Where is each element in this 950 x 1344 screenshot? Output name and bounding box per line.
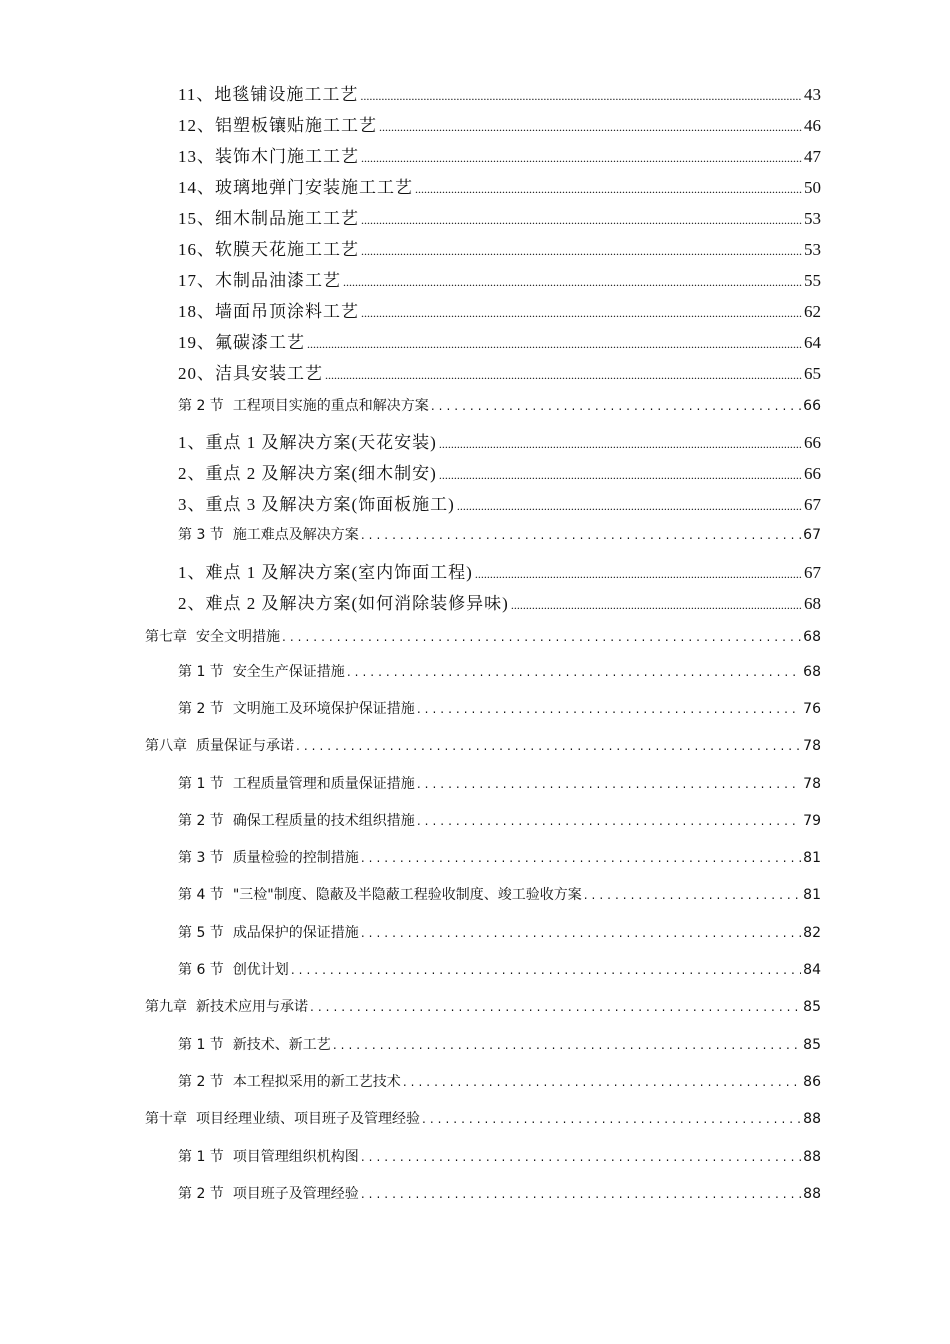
toc-entry-number: 第 2 节 [178, 701, 224, 717]
toc-entry-title: 难点 1 及解决方案(室内饰面工程) [205, 563, 473, 582]
toc-dot-leader [282, 630, 801, 644]
toc-entry-title: 洁具安装工艺 [215, 364, 323, 383]
toc-item-entry [178, 359, 821, 384]
toc-page-number: 68 [803, 629, 821, 645]
toc-entry-title: 项目班子及管理经验 [232, 1186, 359, 1202]
toc-entry-title: 质量检验的控制措施 [232, 850, 359, 866]
toc-page-number: 62 [804, 302, 821, 321]
toc-entry-number: 第 2 节 [178, 813, 224, 829]
toc-entry-number: 第 3 节 [178, 527, 224, 543]
toc-section-entry [178, 698, 821, 718]
toc-item-entry [178, 459, 821, 484]
toc-page-number: 64 [804, 333, 821, 352]
toc-entry-number: 2、 [178, 594, 206, 613]
toc-entry-title: 铝塑板镶贴施工工艺 [215, 116, 377, 135]
toc-entry-number: 第 1 节 [178, 1149, 224, 1165]
toc-dot-leader [417, 814, 801, 828]
toc-section-entry [178, 395, 821, 415]
toc-entry-number: 1、 [178, 563, 206, 582]
toc-entry-title: 确保工程质量的技术组织措施 [232, 813, 415, 829]
toc-page-number: 68 [803, 664, 821, 680]
toc-dot-leader [361, 306, 802, 321]
toc-dot-leader [457, 499, 802, 514]
toc-dot-leader [417, 702, 801, 716]
toc-section-entry [178, 884, 821, 904]
toc-dot-leader [403, 1075, 801, 1089]
toc-entry-title: 墙面吊顶涂料工艺 [215, 302, 359, 321]
toc-dot-leader [347, 665, 801, 679]
toc-section-entry [178, 959, 821, 979]
toc-chapter-entry [145, 735, 821, 755]
toc-page-number: 67 [804, 495, 821, 514]
toc-entry-number: 第十章 [145, 1111, 187, 1127]
toc-dot-leader [361, 926, 801, 940]
toc-entry-number: 第 2 节 [178, 398, 224, 414]
toc-page-number: 79 [803, 813, 821, 829]
toc-chapter-entry [145, 996, 821, 1016]
toc-dot-leader [361, 151, 802, 166]
toc-entry-number: 3、 [178, 495, 206, 514]
toc-section-entry [178, 922, 821, 942]
toc-entry-number: 16、 [178, 240, 215, 259]
toc-entry-number: 20、 [178, 364, 215, 383]
toc-page-number: 78 [803, 738, 821, 754]
toc-page-number: 66 [803, 398, 821, 414]
toc-entry-title: 工程项目实施的重点和解决方案 [232, 398, 429, 414]
toc-dot-leader [475, 567, 802, 582]
toc-page-number: 55 [804, 271, 821, 290]
toc-entry-title: 安全文明措施 [196, 629, 280, 645]
toc-entry-number: 1、 [178, 433, 206, 452]
toc-page-number: 86 [803, 1074, 821, 1090]
toc-dot-leader [296, 739, 801, 753]
toc-dot-leader [361, 1150, 801, 1164]
toc-entry-number: 13、 [178, 147, 215, 166]
toc-entry-title: 氟碳漆工艺 [215, 333, 305, 352]
toc-entry-number: 第 1 节 [178, 1037, 224, 1053]
toc-dot-leader [511, 598, 802, 613]
toc-page-number: 76 [803, 701, 821, 717]
toc-entry-title: 质量保证与承诺 [196, 738, 294, 754]
toc-dot-leader [343, 275, 802, 290]
toc-entry-title: 重点 3 及解决方案(饰面板施工) [205, 495, 455, 514]
toc-section-entry [178, 1183, 821, 1203]
toc-section-entry [178, 1071, 821, 1091]
toc-entry-number: 第 1 节 [178, 776, 224, 792]
toc-page-number: 81 [803, 850, 821, 866]
toc-page-number: 88 [803, 1149, 821, 1165]
toc-entry-title: 项目管理组织机构图 [232, 1149, 359, 1165]
toc-dot-leader [325, 368, 802, 383]
toc-page-number: 53 [804, 209, 821, 228]
toc-dot-leader [584, 888, 801, 902]
toc-entry-title: 新技术应用与承诺 [196, 999, 308, 1015]
toc-item-entry [178, 173, 821, 198]
toc-entry-title: 难点 2 及解决方案(如何消除装修异味) [205, 594, 509, 613]
toc-entry-number: 第七章 [145, 629, 187, 645]
toc-entry-title: 本工程拟采用的新工艺技术 [232, 1074, 401, 1090]
toc-dot-leader [379, 120, 802, 135]
toc-entry-title: 重点 2 及解决方案(细木制安) [205, 464, 437, 483]
toc-entry-number: 第 6 节 [178, 962, 224, 978]
toc-entry-title: 玻璃地弹门安装施工工艺 [215, 178, 413, 197]
toc-item-entry [178, 142, 821, 167]
toc-dot-leader [291, 963, 801, 977]
toc-dot-leader [360, 89, 802, 104]
toc-entry-number: 第八章 [145, 738, 187, 754]
toc-entry-number: 第 2 节 [178, 1074, 224, 1090]
toc-dot-leader [361, 528, 801, 542]
toc-item-entry [178, 297, 821, 322]
toc-entry-title: 施工难点及解决方案 [232, 527, 359, 543]
toc-entry-title: 创优计划 [232, 962, 289, 978]
toc-entry-title: 安全生产保证措施 [232, 664, 345, 680]
toc-chapter-entry [145, 626, 821, 646]
toc-page-number: 82 [803, 925, 821, 941]
toc-page-number: 85 [803, 999, 821, 1015]
toc-page-number: 50 [804, 178, 821, 197]
toc-item-entry [178, 80, 821, 105]
toc-page-number: 78 [803, 776, 821, 792]
toc-page-number: 68 [804, 594, 821, 613]
toc-entry-number: 第 4 节 [178, 887, 224, 903]
toc-entry-title: 工程质量管理和质量保证措施 [232, 776, 415, 792]
toc-entry-title: 细木制品施工工艺 [215, 209, 359, 228]
toc-entry-title: 软膜天花施工工艺 [215, 240, 359, 259]
toc-section-entry [178, 847, 821, 867]
toc-entry-number: 第 5 节 [178, 925, 224, 941]
toc-entry-number: 第 2 节 [178, 1186, 224, 1202]
toc-item-entry [178, 235, 821, 260]
toc-page-number: 43 [804, 85, 821, 104]
toc-page-number: 81 [803, 887, 821, 903]
toc-entry-title: 装饰木门施工工艺 [215, 147, 359, 166]
toc-entry-title: 项目经理业绩、项目班子及管理经验 [196, 1111, 420, 1127]
toc-page-number: 88 [803, 1111, 821, 1127]
toc-item-entry [178, 328, 821, 353]
toc-dot-leader [310, 1000, 801, 1014]
toc-dot-leader [439, 468, 802, 483]
toc-dot-leader [431, 399, 801, 413]
toc-dot-leader [361, 213, 802, 228]
toc-item-entry [178, 266, 821, 291]
toc-section-entry [178, 524, 821, 544]
toc-entry-number: 12、 [178, 116, 215, 135]
toc-entry-number: 第 3 节 [178, 850, 224, 866]
toc-item-entry [178, 589, 821, 614]
toc-page-number: 65 [804, 364, 821, 383]
toc-page-number: 66 [804, 464, 821, 483]
toc-chapter-entry [145, 1108, 821, 1128]
toc-item-entry [178, 204, 821, 229]
toc-page-number: 66 [804, 433, 821, 452]
toc-page-number: 47 [804, 147, 821, 166]
toc-entry-number: 第 1 节 [178, 664, 224, 680]
toc-dot-leader [415, 182, 802, 197]
toc-entry-number: 15、 [178, 209, 215, 228]
toc-entry-title: 文明施工及环境保护保证措施 [232, 701, 415, 717]
toc-item-entry [178, 558, 821, 583]
toc-page-number: 85 [803, 1037, 821, 1053]
toc-dot-leader [422, 1112, 801, 1126]
toc-dot-leader [361, 244, 802, 259]
toc-entry-title: 新技术、新工艺 [232, 1037, 331, 1053]
toc-item-entry [178, 490, 821, 515]
toc-dot-leader [333, 1038, 801, 1052]
toc-entry-title: 重点 1 及解决方案(天花安装) [205, 433, 437, 452]
toc-entry-number: 11、 [178, 85, 215, 104]
toc-entry-number: 第九章 [145, 999, 187, 1015]
toc-entry-title: 成品保护的保证措施 [232, 925, 359, 941]
toc-item-entry [178, 111, 821, 136]
toc-section-entry [178, 1034, 821, 1054]
toc-entry-title: "三检"制度、隐蔽及半隐蔽工程验收制度、竣工验收方案 [232, 887, 582, 903]
toc-entry-number: 18、 [178, 302, 215, 321]
toc-page-number: 67 [803, 527, 821, 543]
toc-entry-number: 2、 [178, 464, 206, 483]
toc-item-entry [178, 428, 821, 453]
toc-dot-leader [439, 437, 802, 452]
toc-page-number: 84 [803, 962, 821, 978]
toc-entry-title: 地毯铺设施工工艺 [214, 85, 359, 104]
toc-section-entry [178, 810, 821, 830]
toc-page-number: 46 [804, 116, 821, 135]
toc-entry-number: 19、 [178, 333, 215, 352]
toc-section-entry [178, 773, 821, 793]
toc-page-number: 67 [804, 563, 821, 582]
toc-entry-number: 17、 [178, 271, 215, 290]
toc-dot-leader [307, 337, 802, 352]
toc-section-entry [178, 1146, 821, 1166]
toc-dot-leader [361, 1187, 801, 1201]
toc-dot-leader [361, 851, 801, 865]
toc-page-number: 53 [804, 240, 821, 259]
toc-entry-title: 木制品油漆工艺 [215, 271, 341, 290]
toc-dot-leader [417, 777, 801, 791]
toc-page-number: 88 [803, 1186, 821, 1202]
toc-section-entry [178, 661, 821, 681]
toc-entry-number: 14、 [178, 178, 215, 197]
